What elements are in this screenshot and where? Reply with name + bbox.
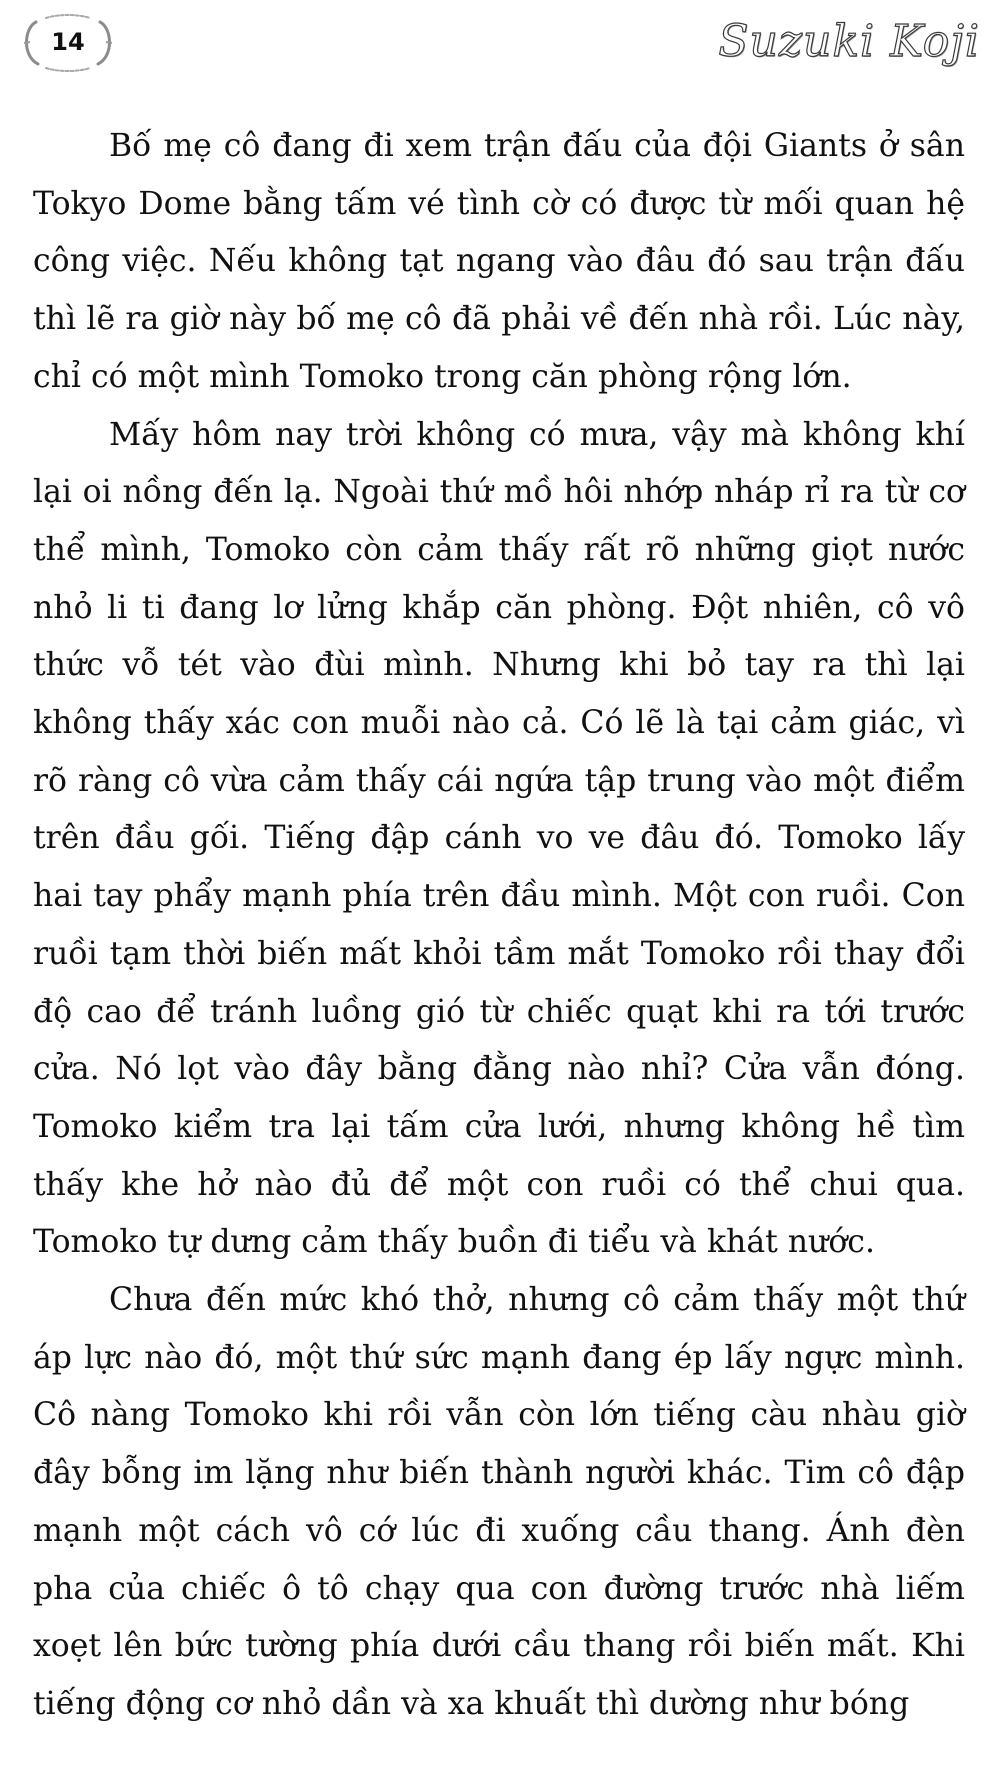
page-number: 14 [51, 28, 85, 56]
paragraph-2: Mấy hôm nay trời không có mưa, vậy mà không khí lại oi nồng đến lạ. Ngoài thứ mồ hôi nhớp nháp rỉ ra từ cơ thể mình, Tomoko còn cảm thấy rất rõ những giọt nước nhỏ li ti đang lơ lửng khắp căn phòng. Đột nhiên, cô vô thức vỗ tét vào đùi mình. Nhưng khi bỏ tay ra thì lại không thấy xác con muỗi nào cả. Có lẽ là tại cảm giác, vì rõ ràng cô vừa cảm thấy cái ngứa tập trung vào một điểm trên đầu gối. Tiếng đập cánh vo ve đâu đó. Tomoko lấy hai tay phẩy mạnh phía trên đầu mình. Một con ruồi. Con ruồi tạm thời biến mất khỏi tầm mắt Tomoko rồi thay đổi độ cao để tránh luồng gió từ chiếc quạt khi ra tới trước cửa. Nó lọt vào đây bằng đằng nào nhỉ? Cửa vẫn đóng. Tomoko kiểm tra lại tấm cửa lưới, nhưng không hề tìm thấy khe hở nào đủ để một con ruồi có thể chui qua. Tomoko tự dưng cảm thấy buồn đi tiểu và khát nước. [33, 416, 965, 1261]
page-number-badge [18, 12, 118, 74]
paragraph-3: Chưa đến mức khó thở, nhưng cô cảm thấy một thứ áp lực nào đó, một thứ sức mạnh đang ép lấy ngực mình. Cô nàng Tomoko khi rồi vẫn còn lớn tiếng càu nhàu giờ đây bỗng im lặng như biến thành người khác. Tim cô đập mạnh một cách vô cớ lúc đi xuống cầu thang. Ánh đèn pha của chiếc ô tô chạy qua con đường trước nhà liếm xoẹt lên bức tường phía dưới cầu thang rồi biến mất. Khi tiếng động cơ nhỏ dần và xa khuất thì dường như bóng [33, 1282, 965, 1722]
body-text [33, 118, 965, 1734]
paragraph-1: Bố mẹ cô đang đi xem trận đấu của đội Giants ở sân Tokyo Dome bằng tấm vé tình cờ có được từ mối quan hệ công việc. Nếu không tạt ngang vào đâu đó sau trận đấu thì lẽ ra giờ này bố mẹ cô đã phải về đến nhà rồi. Lúc này, chỉ có một mình Tomoko trong căn phòng rộng lớn. [33, 128, 965, 395]
page-header [0, 0, 1000, 90]
running-title: Suzuki Koji [718, 16, 980, 67]
